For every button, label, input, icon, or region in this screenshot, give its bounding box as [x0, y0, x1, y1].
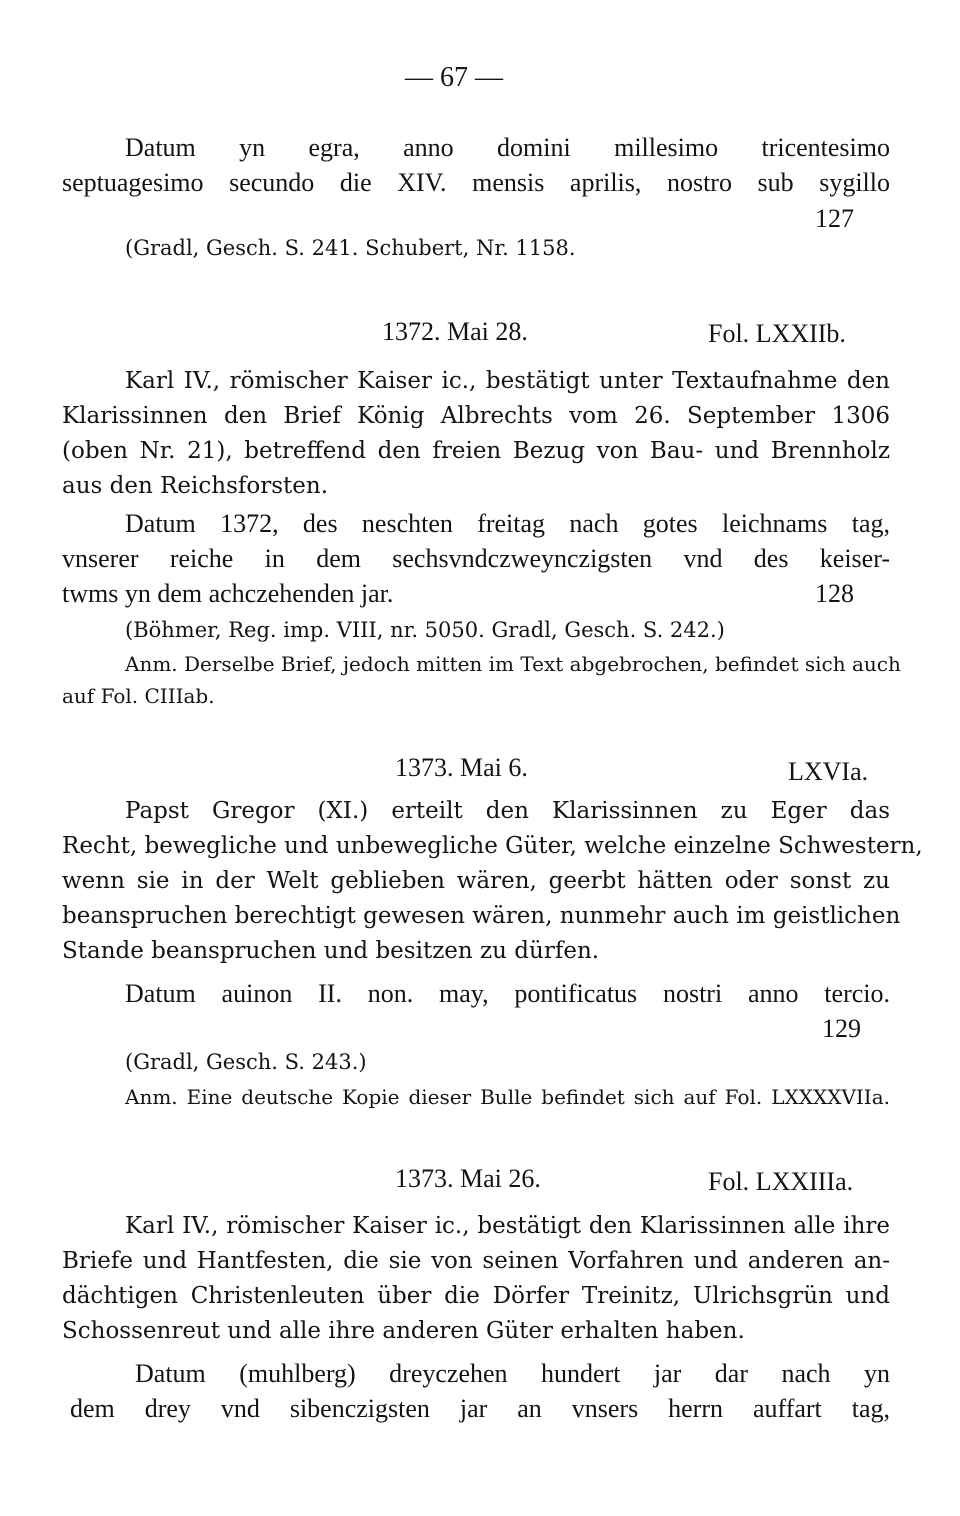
regest-line: Stande beanspruchen und besitzen zu dürfen. [62, 938, 600, 964]
source-citation: (Gradl, Gesch. S. 241. Schubert, Nr. 1158. [125, 236, 576, 260]
note-line: auf Fol. CIIIab. [62, 684, 215, 708]
regest-line: beanspruchen berechtigt gewesen wären, nunmehr auch im geistlichen [62, 903, 901, 929]
entry-number: 127 [815, 204, 854, 233]
datum-line: septuagesimo secundo die XIV. mensis aprilis, nostro sub sygillo [62, 168, 890, 197]
entry-folio: Fol. LXXIIIa. [708, 1167, 854, 1196]
regest-line: Papst Gregor (XI.) erteilt den Klarissinnen zu Eger das [125, 798, 890, 824]
datum-line: Datum 1372, des neschten freitag nach gotes leichnams tag, [125, 509, 890, 538]
datum-line: twms yn dem achczehenden jar. [62, 579, 394, 608]
regest-line: Karl IV., römischer Kaiser ic., bestätigt den Klarissinnen alle ihre [125, 1213, 890, 1239]
entry-date: 1373. Mai 26. [395, 1164, 541, 1193]
regest-line: (oben Nr. 21), betreffend den freien Bezug von Bau- und Brennholz [62, 438, 890, 464]
entry-folio: Fol. LXXIIb. [708, 319, 846, 348]
entry-date: 1373. Mai 6. [395, 753, 528, 782]
entry-date: 1372. Mai 28. [382, 317, 528, 346]
datum-line: vnserer reiche in dem sechsvndczweynczigsten vnd des keiser- [62, 544, 890, 573]
regest-line: Schossenreut und alle ihre anderen Güter erhalten haben. [62, 1318, 745, 1344]
entry-number: 128 [815, 579, 854, 608]
regest-line: aus den Reichsforsten. [62, 473, 329, 499]
source-citation: (Gradl, Gesch. S. 243.) [125, 1050, 367, 1074]
regest-line: Klarissinnen den Brief König Albrechts vom 26. September 1306 [62, 403, 890, 429]
datum-line: Datum yn egra, anno domini millesimo tricentesimo [125, 133, 890, 162]
note-line: Anm. Eine deutsche Kopie dieser Bulle befindet sich auf Fol. LXXXXVIIa. [125, 1085, 890, 1109]
page-number: — 67 — [405, 62, 503, 93]
entry-folio: LXVIa. [788, 757, 869, 786]
entry-number: 129 [822, 1014, 861, 1043]
regest-line: Briefe und Hantfesten, die sie von seinen Vorfahren und anderen an- [62, 1248, 890, 1274]
datum-line: dem drey vnd sibenczigsten jar an vnsers herrn auffart tag, [70, 1394, 890, 1423]
regest-line: Karl IV., römischer Kaiser ic., bestätigt unter Textaufnahme den [125, 368, 890, 394]
datum-line: Datum (muhlberg) dreyczehen hundert jar dar nach yn [135, 1359, 890, 1388]
regest-line: dächtigen Christenleuten über die Dörfer Treinitz, Ulrichsgrün und [62, 1283, 890, 1309]
note-line: Anm. Derselbe Brief, jedoch mitten im Text abgebrochen, befindet sich auch [125, 652, 901, 676]
datum-line: Datum auinon II. non. may, pontificatus nostri anno tercio. [125, 979, 890, 1008]
regest-line: Recht, bewegliche und unbewegliche Güter, welche einzelne Schwestern, [62, 833, 923, 859]
source-citation: (Böhmer, Reg. imp. VIII, nr. 5050. Gradl, Gesch. S. 242.) [125, 618, 725, 642]
regest-line: wenn sie in der Welt geblieben wären, geerbt hätten oder sonst zu [62, 868, 890, 894]
